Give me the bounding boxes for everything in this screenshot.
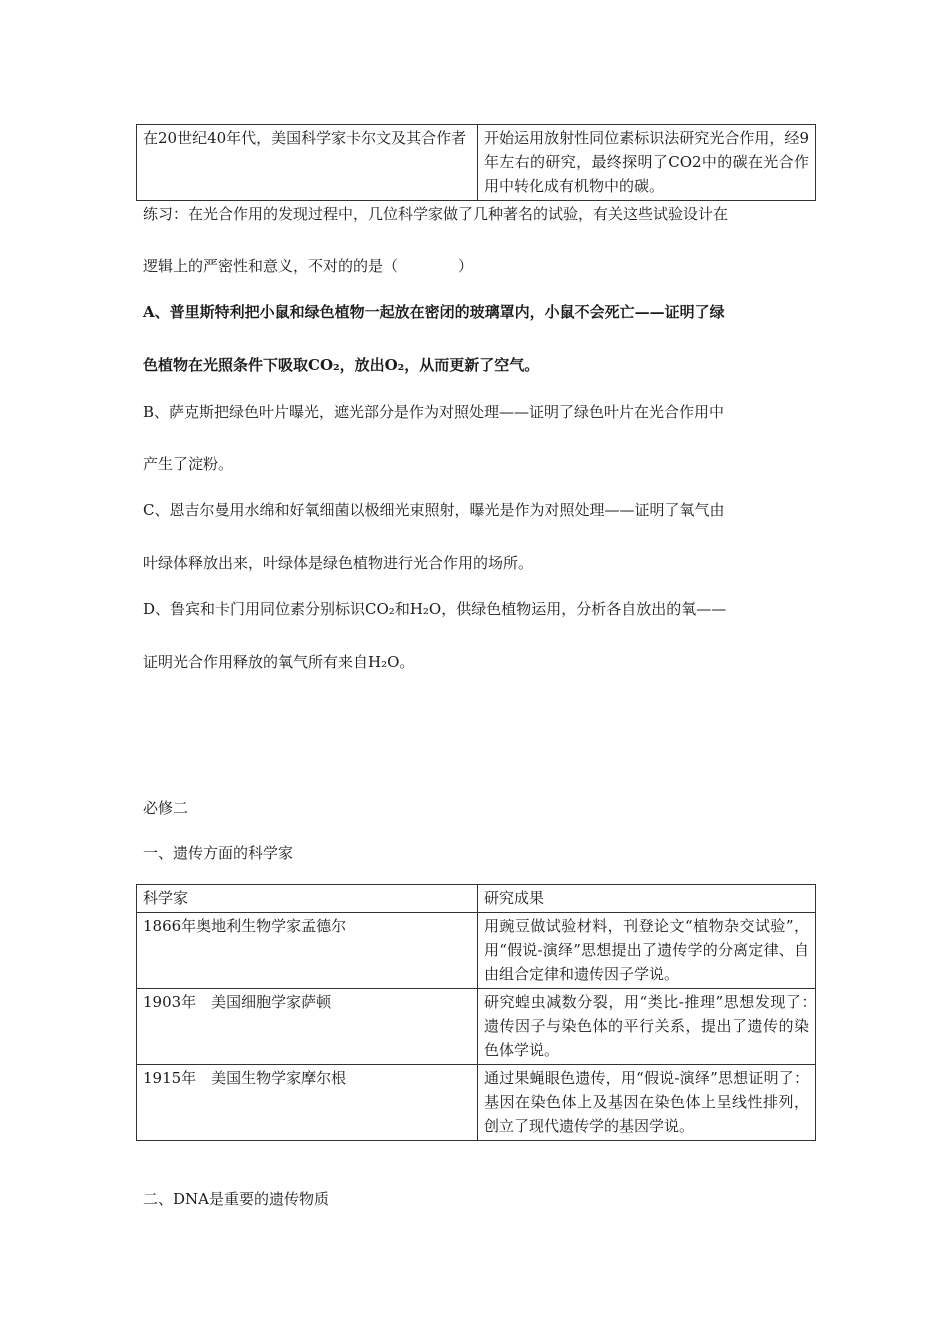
- option-a-line2: 色植物在光照条件下吸取CO₂，放出O₂，从而更新了空气。: [143, 356, 540, 374]
- table-row: [137, 1065, 816, 1141]
- calvin-table: [136, 124, 816, 201]
- column-header-scientist: 科学家: [137, 885, 478, 913]
- dna-heading: 二、DNA是重要的遗传物质: [143, 1190, 329, 1208]
- section-title: 必修二: [143, 799, 189, 817]
- table-row: [137, 989, 816, 1065]
- genetics-table: [136, 884, 825, 1141]
- achievement-cell: 通过果蝇眼色遗传，用“假说-演绎”思想证明了：基因在染色体上及基因在染色体上呈线性排列，创立了现代遗传学的基因学说。: [478, 1065, 816, 1141]
- option-b-line2: 产生了淀粉。: [143, 455, 234, 473]
- option-d-line1: D、鲁宾和卡门用同位素分别标识CO₂和H₂O，供绿色植物运用，分析各自放出的氧——: [143, 600, 727, 618]
- exercise-stem-line1: 练习：在光合作用的发现过程中，几位科学家做了几种著名的试验，有关这些试验设计在: [143, 205, 729, 223]
- scientist-cell: 1915年 美国生物学家摩尔根: [137, 1065, 478, 1141]
- column-header-achievement: 研究成果: [478, 885, 816, 913]
- table-row: [137, 125, 816, 201]
- achievement-cell: 开始运用放射性同位素标识法研究光合作用，经9年左右的研究，最终探明了CO2中的碳在光合作用中转化成有机物中的碳。: [478, 125, 816, 201]
- achievement-cell: 用豌豆做试验材料，刊登论文“植物杂交试验”，用“假说-演绎”思想提出了遗传学的分离定律、自由组合定律和遗传因子学说。: [478, 913, 816, 989]
- option-d-line2: 证明光合作用释放的氧气所有来自H₂O。: [143, 653, 415, 671]
- genetics-heading: 一、遗传方面的科学家: [143, 844, 294, 862]
- table-row: [137, 913, 816, 989]
- scientist-cell: 1866年奥地利生物学家孟德尔: [137, 913, 478, 989]
- option-c-line1: C、恩吉尔曼用水绵和好氧细菌以极细光束照射，曝光是作为对照处理——证明了氧气由: [143, 501, 725, 519]
- option-b-line1: B、萨克斯把绿色叶片曝光，遮光部分是作为对照处理——证明了绿色叶片在光合作用中: [143, 403, 725, 421]
- option-a-line1: A、普里斯特利把小鼠和绿色植物一起放在密闭的玻璃罩内，小鼠不会死亡——证明了绿: [143, 303, 725, 321]
- scientist-cell: 在20世纪40年代，美国科学家卡尔文及其合作者: [137, 125, 478, 201]
- achievement-cell: 研究蝗虫减数分裂，用“类比-推理”思想发现了： 遗传因子与染色体的平行关系，提出了遗传的染色体学说。: [478, 989, 816, 1065]
- exercise-stem-line2: 逻辑上的严密性和意义，不对的的是（ ）: [143, 257, 474, 275]
- scientist-cell: 1903年 美国细胞学家萨顿: [137, 989, 478, 1065]
- table-header-row: [137, 885, 816, 913]
- option-c-line2: 叶绿体释放出来，叶绿体是绿色植物进行光合作用的场所。: [143, 554, 534, 572]
